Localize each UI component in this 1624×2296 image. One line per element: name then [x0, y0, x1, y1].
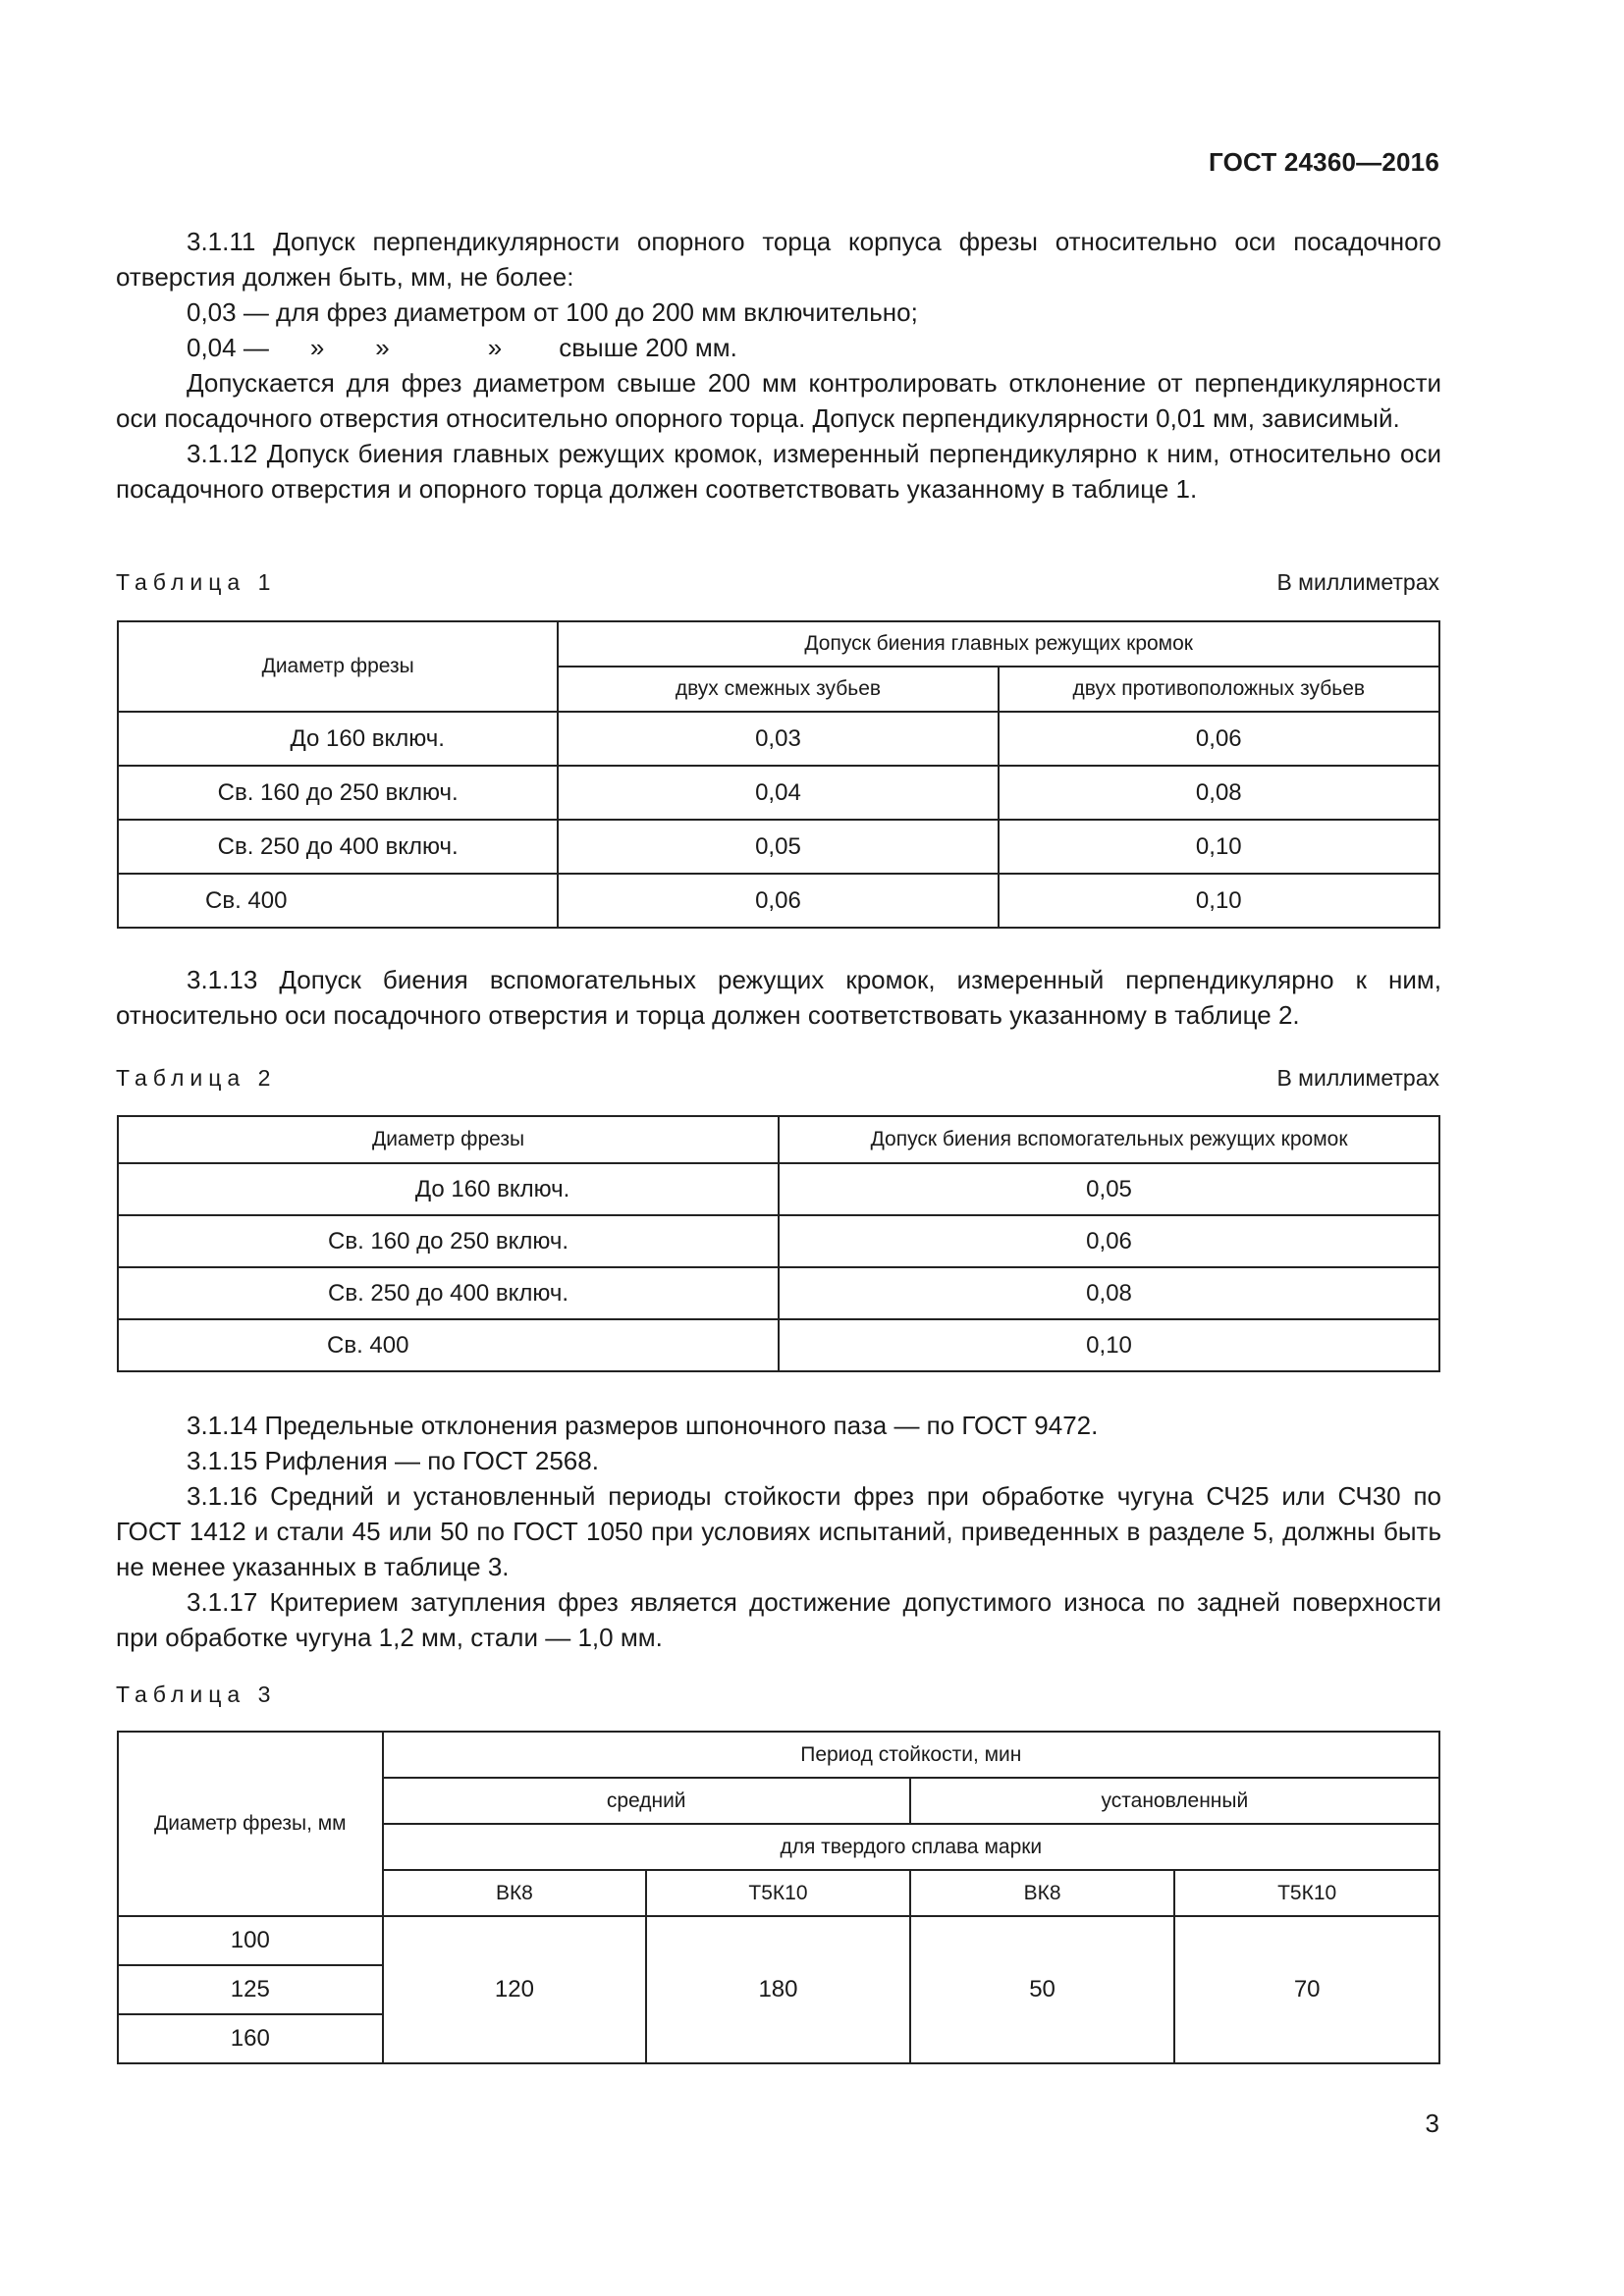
table3-header-grade: Т5К10 — [646, 1870, 910, 1916]
table3-header-grade: Т5К10 — [1174, 1870, 1439, 1916]
table2-caption: Таблица 2 — [116, 1065, 277, 1091]
table3-header-diameter: Диаметр фрезы, мм — [118, 1732, 383, 1916]
table3-header-period: Период стойкости, мин — [383, 1732, 1439, 1778]
table1-cell-opposite: 0,10 — [999, 820, 1439, 874]
table-row — [118, 1916, 1439, 1965]
table3-cell-diameter: 125 — [118, 1965, 383, 2014]
document-id: ГОСТ 24360—2016 — [1209, 147, 1439, 177]
table1-caption: Таблица 1 — [116, 569, 277, 595]
paragraph-tolerance-2 — [116, 330, 1441, 365]
table2-cell-diameter: Св. 160 до 250 включ. — [118, 1215, 779, 1267]
table3-header-alloy: для твердого сплава марки — [383, 1824, 1439, 1870]
table1-cell-opposite: 0,08 — [999, 766, 1439, 820]
table3-header-grade: ВК8 — [383, 1870, 647, 1916]
table3-header-average: средний — [383, 1778, 910, 1824]
table1-header-opposite: двух противоположных зубьев — [999, 667, 1439, 712]
table2 — [117, 1115, 1440, 1372]
table-row — [118, 1267, 1439, 1319]
table-row — [118, 1319, 1439, 1371]
paragraph-3-1-16: 3.1.16 Средний и установленный периоды стойкости фрез при обработке чугуна СЧ25 или СЧ30 по ГОСТ 1412 и стали 45 или 50 по ГОСТ 1050 при условиях испытаний, приведенных в разделе 5, должны быть не менее указанных в таблице 3. — [116, 1481, 1441, 1581]
table-row — [118, 1163, 1439, 1215]
table2-cell-diameter: Св. 400 — [118, 1319, 779, 1371]
ditto-mark: » — [375, 333, 390, 362]
table1-cell-adjacent: 0,03 — [558, 712, 998, 766]
table2-cell-value: 0,06 — [779, 1215, 1439, 1267]
table1-cell-adjacent: 0,06 — [558, 874, 998, 928]
table3-cell-diameter: 100 — [118, 1916, 383, 1965]
table2-cell-value: 0,05 — [779, 1163, 1439, 1215]
table3-header-grade: ВК8 — [910, 1870, 1175, 1916]
table1-header-diameter: Диаметр фрезы — [118, 621, 558, 712]
paragraph-3-1-13: 3.1.13 Допуск биения вспомогательных режущих кромок, измеренный перпендикулярно к ним, относительно оси посадочного отверстия и торца должен соответствовать указанному в таблице 2. — [116, 965, 1441, 1030]
table3-caption: Таблица 3 — [116, 1682, 277, 1707]
table2-cell-value: 0,08 — [779, 1267, 1439, 1319]
paragraph-3-1-12: 3.1.12 Допуск биения главных режущих кромок, измеренный перпендикулярно к ним, относительно оси посадочного отверстия и опорного торца должен соответствовать указанному в таблице 1. — [116, 439, 1441, 504]
table3-header-established: установленный — [910, 1778, 1439, 1824]
table1-cell-diameter: Св. 250 до 400 включ. — [118, 820, 558, 874]
tolerance-2-tail: свыше 200 мм. — [559, 333, 737, 362]
table2-header-diameter: Диаметр фрезы — [118, 1116, 779, 1163]
table1-cell-adjacent: 0,04 — [558, 766, 998, 820]
table3 — [117, 1731, 1440, 2064]
table1-unit: В миллиметрах — [1276, 569, 1439, 595]
paragraph-tolerance-1: 0,03 — для фрез диаметром от 100 до 200 мм включительно; — [187, 297, 918, 327]
table3-cell-diameter: 160 — [118, 2014, 383, 2063]
table2-header-value: Допуск биения вспомогательных режущих кромок — [779, 1116, 1439, 1163]
tolerance-2-value: 0,04 — — [187, 333, 269, 362]
table1-cell-diameter: До 160 включ. — [118, 712, 558, 766]
ditto-mark: » — [487, 333, 503, 362]
table-row — [118, 712, 1439, 766]
table2-unit: В миллиметрах — [1276, 1065, 1439, 1091]
table1-cell-opposite: 0,06 — [999, 712, 1439, 766]
paragraph-3-1-17: 3.1.17 Критерием затупления фрез является достижение допустимого износа по задней поверхности при обработке чугуна 1,2 мм, стали — 1,0 мм. — [116, 1587, 1441, 1652]
paragraph-3-1-14: 3.1.14 Предельные отклонения размеров шпоночного паза — по ГОСТ 9472. — [187, 1411, 1099, 1440]
table3-cell-value: 180 — [646, 1916, 910, 2063]
page-number: 3 — [1425, 2109, 1439, 2138]
section-text-2 — [116, 962, 1441, 1033]
table-row — [118, 1215, 1439, 1267]
table2-cell-value: 0,10 — [779, 1319, 1439, 1371]
table1 — [117, 620, 1440, 929]
table-row — [118, 874, 1439, 928]
table1-cell-diameter: Св. 400 — [118, 874, 558, 928]
paragraph-3-1-15: 3.1.15 Рифления — по ГОСТ 2568. — [187, 1446, 599, 1475]
table-row — [118, 766, 1439, 820]
paragraph-3-1-11: 3.1.11 Допуск перпендикулярности опорного торца корпуса фрезы относительно оси посадочного отверстия должен быть, мм, не более: — [116, 227, 1441, 292]
table3-cell-value: 50 — [910, 1916, 1175, 2063]
table1-cell-opposite: 0,10 — [999, 874, 1439, 928]
table3-cell-value: 70 — [1174, 1916, 1439, 2063]
section-text-3 — [116, 1408, 1441, 1655]
table1-cell-diameter: Св. 160 до 250 включ. — [118, 766, 558, 820]
ditto-mark: » — [309, 333, 325, 362]
paragraph-perpendicularity-note: Допускается для фрез диаметром свыше 200 мм контролировать отклонение от перпендикулярности оси посадочного отверстия относительно опорного торца. Допуск перпендикулярности 0,01 мм, зависимый. — [116, 368, 1441, 433]
table1-header-adjacent: двух смежных зубьев — [558, 667, 998, 712]
table3-cell-value: 120 — [383, 1916, 647, 2063]
table-row — [118, 820, 1439, 874]
table2-cell-diameter: До 160 включ. — [118, 1163, 779, 1215]
section-text-1 — [116, 224, 1441, 507]
table1-cell-adjacent: 0,05 — [558, 820, 998, 874]
table1-header-group: Допуск биения главных режущих кромок — [558, 621, 1439, 667]
table2-cell-diameter: Св. 250 до 400 включ. — [118, 1267, 779, 1319]
